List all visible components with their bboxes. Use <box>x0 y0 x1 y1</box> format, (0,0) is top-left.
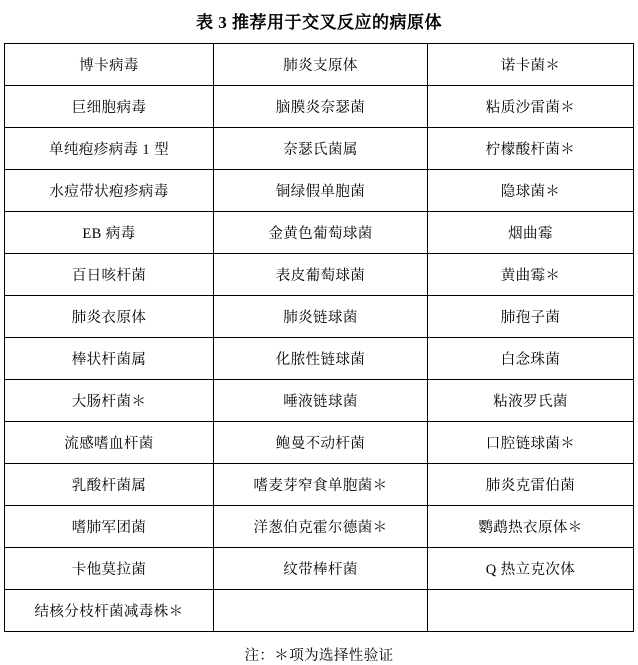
table-row <box>5 254 634 296</box>
table-row <box>5 44 634 86</box>
table-cell: 肺炎衣原体 <box>5 296 214 338</box>
table-note: 注：＊项为选择性验证 <box>244 648 394 664</box>
table-cell: 表皮葡萄球菌 <box>214 254 428 296</box>
table-row <box>5 506 634 548</box>
table-title: 表 3 推荐用于交叉反应的病原体 <box>196 13 442 32</box>
table-cell: 大肠杆菌＊ <box>5 380 214 422</box>
table-cell: 化脓性链球菌 <box>214 338 428 380</box>
pathogen-table <box>4 43 634 632</box>
table-cell: 柠檬酸杆菌＊ <box>428 128 634 170</box>
table-row <box>5 128 634 170</box>
table-cell: 诺卡菌＊ <box>428 44 634 86</box>
table-cell: 嗜麦芽窄食单胞菌＊ <box>214 464 428 506</box>
table-cell: 乳酸杆菌属 <box>5 464 214 506</box>
table-cell: 唾液链球菌 <box>214 380 428 422</box>
table-row <box>5 170 634 212</box>
table-cell: 结核分枝杆菌减毒株＊ <box>5 590 214 632</box>
table-row <box>5 590 634 632</box>
table-cell: 肺炎链球菌 <box>214 296 428 338</box>
table-cell: 烟曲霉 <box>428 212 634 254</box>
table-row <box>5 464 634 506</box>
table-cell: 棒状杆菌属 <box>5 338 214 380</box>
table-row <box>5 296 634 338</box>
table-cell: 鹦鹉热衣原体＊ <box>428 506 634 548</box>
table-cell: 粘质沙雷菌＊ <box>428 86 634 128</box>
table-cell: 隐球菌＊ <box>428 170 634 212</box>
table-cell: 水痘带状疱疹病毒 <box>5 170 214 212</box>
table-cell: 白念珠菌 <box>428 338 634 380</box>
table-cell: 肺炎支原体 <box>214 44 428 86</box>
pathogen-table-body <box>5 44 634 632</box>
table-row <box>5 548 634 590</box>
table-row <box>5 380 634 422</box>
table-cell: 嗜肺军团菌 <box>5 506 214 548</box>
table-cell: 肺炎克雷伯菌 <box>428 464 634 506</box>
table-row <box>5 86 634 128</box>
table-cell: 单纯疱疹病毒 1 型 <box>5 128 214 170</box>
table-row <box>5 338 634 380</box>
table-cell: 黄曲霉＊ <box>428 254 634 296</box>
table-cell: 流感嗜血杆菌 <box>5 422 214 464</box>
document-page <box>0 8 638 663</box>
table-cell: 脑膜炎奈瑟菌 <box>214 86 428 128</box>
table-cell: 粘液罗氏菌 <box>428 380 634 422</box>
table-cell: 铜绿假单胞菌 <box>214 170 428 212</box>
table-cell: 巨细胞病毒 <box>5 86 214 128</box>
table-cell: 洋葱伯克霍尔德菌＊ <box>214 506 428 548</box>
table-cell: 鲍曼不动杆菌 <box>214 422 428 464</box>
table-cell: EB 病毒 <box>5 212 214 254</box>
table-cell: 口腔链球菌＊ <box>428 422 634 464</box>
table-cell: 博卡病毒 <box>5 44 214 86</box>
table-cell: 肺孢子菌 <box>428 296 634 338</box>
table-cell: 金黄色葡萄球菌 <box>214 212 428 254</box>
table-cell: 奈瑟氏菌属 <box>214 128 428 170</box>
table-row <box>5 212 634 254</box>
table-cell: 百日咳杆菌 <box>5 254 214 296</box>
table-cell: Q 热立克次体 <box>428 548 634 590</box>
table-cell <box>214 590 428 632</box>
table-row <box>5 422 634 464</box>
table-cell: 卡他莫拉菌 <box>5 548 214 590</box>
table-cell <box>428 590 634 632</box>
table-cell: 纹带棒杆菌 <box>214 548 428 590</box>
